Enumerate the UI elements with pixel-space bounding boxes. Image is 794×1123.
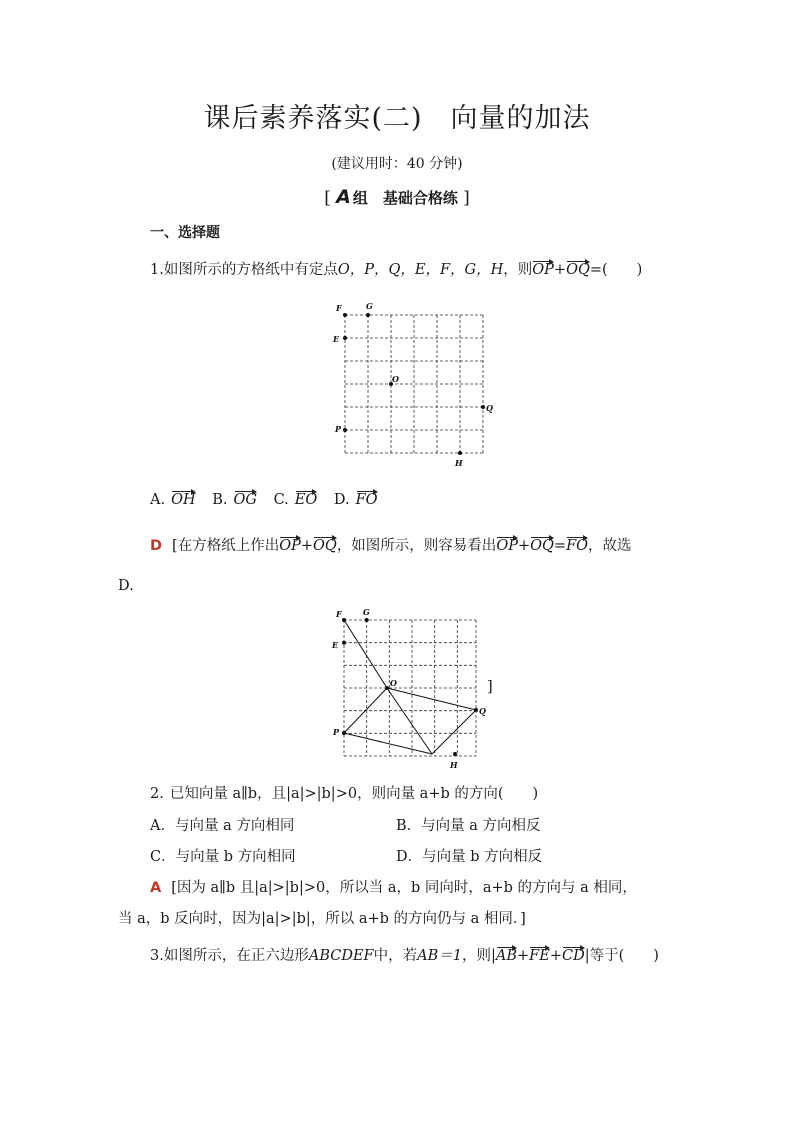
label-e-2: E (332, 640, 339, 650)
q2-answer-line1: [因为 a∥b 且|a|>|b|>0，所以当 a，b 同向时，a+b 的方向与 a 相同， (171, 880, 637, 896)
q1-equals: =( ) (589, 262, 643, 278)
line-q-end (432, 710, 476, 754)
q2-number: 2. (150, 786, 164, 802)
q3-text: 如图所示，在正六边形 (163, 948, 309, 964)
question-3: 3.如图所示，在正六边形ABCDEF中，若AB＝1，则|AB+FE+CD|等于( ) (150, 944, 659, 965)
label-f-2: F (336, 609, 342, 619)
group-bracket-close: ] (463, 188, 470, 208)
page-title (0, 96, 794, 135)
q3-vector-cd: CD (562, 944, 585, 964)
q3-vector-fe: FE (529, 944, 550, 964)
title-main: 课后素养落实(二) (203, 103, 423, 134)
q1-text: 如图所示的方格纸中有定点 (163, 262, 338, 278)
grid-lines-2 (344, 620, 476, 756)
label-g-2: G (363, 607, 370, 617)
section-heading: 一、选择题 (150, 225, 220, 241)
point-o-2 (385, 686, 389, 690)
q1-options (150, 488, 378, 508)
q2-text: 已知向量 a∥b，且|a|>|b|>0，则向量 a+b 的方向( ) (169, 786, 539, 802)
figure-1-grid (330, 298, 495, 470)
q2-option-d: D．与向量 b 方向相反 (396, 849, 543, 865)
q2-option-b: B．与向量 a 方向相反 (396, 818, 541, 834)
question-1 (150, 258, 642, 279)
label-q: Q (486, 403, 493, 413)
label-h-2: H (450, 760, 458, 770)
point-g-2 (365, 618, 369, 622)
q1-answer-close: ] (487, 679, 493, 695)
label-p: P (335, 424, 342, 434)
q2-answer (150, 876, 637, 897)
line-p-end (344, 733, 432, 754)
q1-option-b: B. OG (212, 492, 257, 508)
point-q (481, 405, 485, 409)
label-q-2: Q (479, 706, 486, 716)
point-f-2 (342, 618, 346, 622)
group-letter: A (336, 186, 351, 208)
label-o-2: O (390, 678, 397, 688)
q1-number: 1. (150, 262, 164, 278)
point-p-2 (342, 731, 346, 735)
group-heading (0, 186, 794, 208)
suggested-time: (建议用时：40 分钟) (331, 156, 463, 172)
group-label: 组 基础合格练 (352, 189, 458, 207)
q3-condition: AB＝1 (417, 948, 462, 964)
q1-answer-letter: D (150, 538, 163, 554)
label-f: F (336, 303, 342, 313)
q3-hexagon-name: ABCDEF (308, 948, 374, 964)
q1-plus: + (553, 262, 567, 278)
q1-answer: D [在方格纸上作出OP+OQ，如图所示，则容易看出OP+OQ=FO，故选 (150, 534, 632, 555)
grid-lines (345, 315, 483, 453)
q2-option-a: A．与向量 a 方向相同 (150, 818, 295, 834)
label-e: E (333, 334, 340, 344)
label-g: G (366, 301, 373, 311)
q2-answer-line2: 当 a，b 反向时，因为|a|>|b|，所以 a+b 的方向仍与 a 相同．] (118, 911, 526, 927)
q3-vector-ab: AB (496, 944, 517, 964)
label-h: H (455, 458, 463, 468)
label-p-2: P (333, 727, 340, 737)
title-topic: 向量的加法 (450, 103, 591, 134)
q1-option-c: C. EO (274, 492, 318, 508)
q2-answer-letter: A (150, 880, 162, 896)
q3-number: 3. (150, 948, 164, 964)
point-g (366, 313, 370, 317)
group-bracket-open: [ (324, 188, 331, 208)
q2-option-c: C．与向量 b 方向相同 (150, 849, 296, 865)
question-2 (150, 782, 538, 803)
q1-answer-line2: D. (118, 578, 134, 594)
q1-then: ，则 (503, 262, 533, 278)
figure-2-grid-vectors (330, 603, 500, 773)
q1-option-d: D. FO (334, 492, 378, 508)
q1-points: O，P，Q，E，F，G，H (337, 262, 504, 278)
point-e-2 (342, 641, 346, 645)
point-h (458, 451, 462, 455)
point-e (343, 336, 347, 340)
point-h-2 (453, 752, 457, 756)
q1-vector-oq: OQ (566, 258, 590, 278)
point-f (343, 313, 347, 317)
label-o: O (392, 374, 399, 384)
q1-vector-op: OP (532, 258, 554, 278)
line-fo (344, 620, 387, 688)
vector-lines (344, 620, 476, 754)
point-p (343, 428, 347, 432)
point-q-2 (474, 708, 478, 712)
q1-option-a: A. OH (150, 492, 196, 508)
